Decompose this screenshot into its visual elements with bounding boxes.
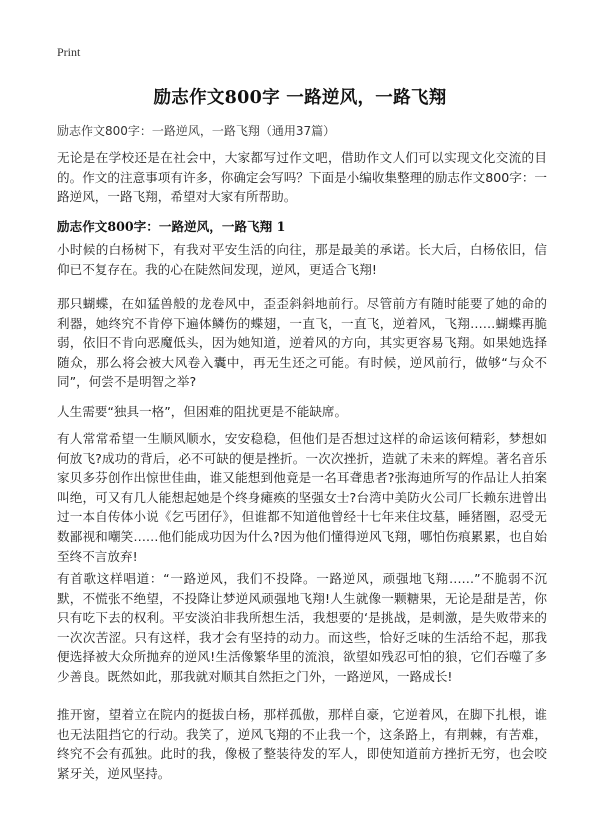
paragraph-6: 推开窗，望着立在院内的挺拔白杨，那样孤傲，那样自豪，它逆着风，在脚下扎根，谁也无法阻挡它的行动。我笑了，逆风飞翔的不止我一个，这条路上，有荆棘，有苦难，终究不会有孤独。此时的我，像极了整装待发的军人，即使知道前方挫折无穷，也会咬紧牙关，逆风坚持。	[57, 707, 547, 781]
paragraph-3: 人生需要“独具一格”，但困难的阻扰更是不能缺席。	[57, 404, 348, 419]
intro-paragraph: 无论是在学校还是在社会中，大家都写过作文吧，借助作文人们可以实现文化交流的目的。作文的注意事项有许多，你确定会写吗？下面是小编收集整理的励志作文800字：一路逆风，一路飞翔，希望对大家有所帮助。	[57, 150, 548, 205]
paragraph-4: 有人常常希望一生顺风顺水，安安稳稳，但他们是否想过这样的命运该何精彩，梦想如何放飞?成功的背后，必不可缺的便是挫折。一次次挫折，造就了未来的辉煌。著名音乐家贝多芬创作出惊世佳曲，谁又能想到他竟是一名耳聋患者?张海迪所写的作品让人拍案叫绝，可又有几人能想起她是个终身瘫痪的坚强女士?台湾中美防火公司厂长赖东进曾出过一本自传体小说《乞丐团仔》，但谁都不知道他曾经十七年来住坟墓，睡猪圈，忍受无数鄙视和嘲笑……他们能成功因为什么?因为他们懂得逆风飞翔，哪怕伤痕累累，也自始至终不言放弃!	[57, 431, 547, 564]
section-heading: 励志作文800字：一路逆风，一路飞翔 1	[57, 219, 286, 234]
article-subtitle: 励志作文800字：一路逆风，一路飞翔（通用37篇）	[57, 124, 336, 138]
paragraph-1: 小时候的白杨树下，有我对平安生活的向往，那是最美的承诺。长大后，白杨依旧，信仰已不复存在。我的心在陡然间发现，逆风，更适合飞翔!	[57, 242, 547, 277]
paragraph-5: 有首歌这样唱道：“一路逆风，我们不投降。一路逆风，顽强地飞翔……”不脆弱不沉默，不慌张不绝望，不投降让梦逆风顽强地飞翔!人生就像一颗糖果，无论是甜是苦，你只有吃下去的权利。平安淡泊非我所想生活，我想要的‘是挑战，是刺激，是失败带来的一次次苦涩。只有这样，我才会有坚持的动力。而这些，恰好乏味的生活给不起，那我便选择被大众所抛弃的逆风!生活像繁华里的流浪，欲望如残忍可怕的狼，它们吞噬了多少善良。既然如此，那我就对顺其自然拒之门外，一路逆风，一路成长!	[57, 571, 547, 684]
paragraph-2: 那只蝴蝶，在如猛兽般的龙卷风中，歪歪斜斜地前行。尽管前方有随时能要了她的命的利器，她终究不肯停下遍体鳞伤的蝶翅，一直飞，一直飞，逆着风，飞翔……蝴蝶再脆弱，依旧不肯向恶魔低头，因为她知道，逆着风的方向，其实更容易飞翔。如果她选择随众，那么将会被大风卷入囊中，再无生还之可能。有时候，逆风前行，做够“与众不同”，何尝不是明智之举?	[57, 296, 547, 390]
print-link[interactable]: Print	[57, 45, 81, 59]
page-title: 励志作文800字 一路逆风，一路飞翔	[153, 88, 447, 108]
